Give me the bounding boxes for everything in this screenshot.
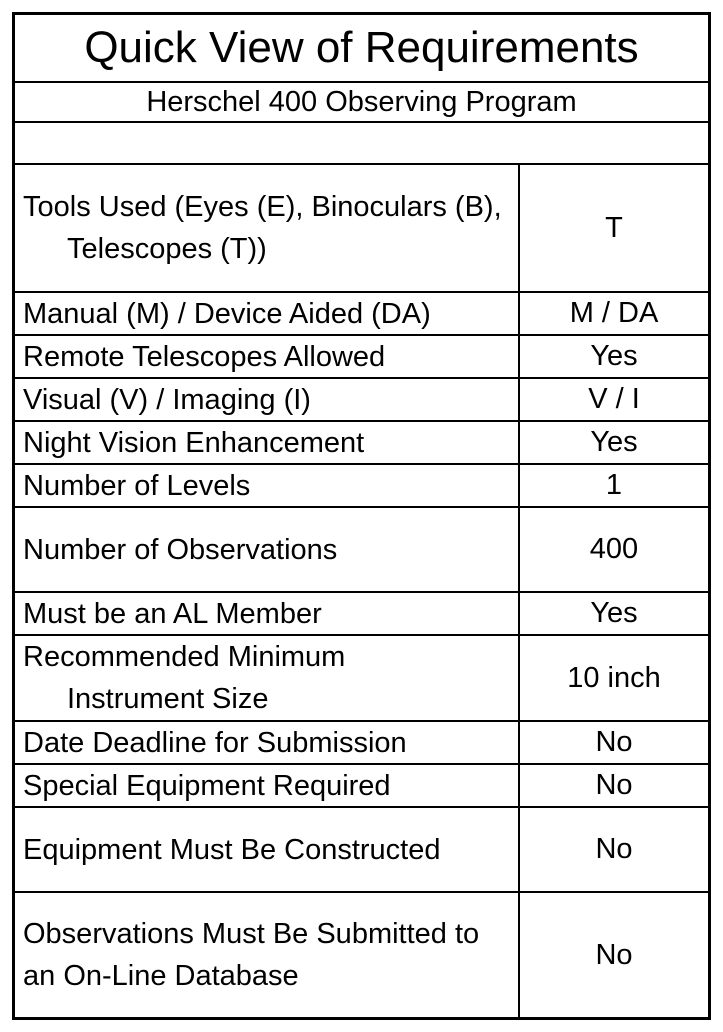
- row-value-cell: [520, 422, 708, 463]
- row-label-cell: [15, 893, 520, 1017]
- row-value: 10 inch: [567, 661, 661, 694]
- row-value: V / I: [588, 383, 640, 415]
- row-value: Yes: [590, 426, 638, 458]
- row-label: Visual (V) / Imaging (I): [23, 383, 311, 416]
- row-label: Must be an AL Member: [23, 597, 322, 630]
- row-label-cell: [15, 808, 520, 891]
- row-value: Yes: [590, 340, 638, 372]
- row-value-cell: [520, 165, 708, 291]
- row-label: Tools Used (Eyes (E), Binoculars (B), Telescopes (T)): [23, 191, 502, 265]
- row-label: Manual (M) / Device Aided (DA): [23, 297, 431, 330]
- table-row-tools-used: [15, 165, 708, 293]
- table-title-row: [15, 15, 708, 83]
- row-value: 400: [589, 533, 639, 565]
- row-value: Yes: [590, 597, 638, 629]
- row-label-cell: [15, 165, 520, 291]
- row-label: Night Vision Enhancement: [23, 426, 365, 459]
- table-row-night-vision: [15, 422, 708, 465]
- row-label-cell: [15, 722, 520, 763]
- table-subtitle-row: [15, 83, 708, 123]
- row-value-cell: [520, 293, 708, 334]
- table-row-al-member: [15, 593, 708, 636]
- table-row-manual-device-aided: [15, 293, 708, 336]
- row-label-cell: [15, 636, 520, 720]
- row-value-cell: [520, 336, 708, 377]
- table-row-visual-imaging: [15, 379, 708, 422]
- table-row-remote-telescopes: [15, 336, 708, 379]
- row-label-cell: [15, 508, 520, 591]
- table-row-number-of-observations: [15, 508, 708, 593]
- row-label-cell: [15, 765, 520, 806]
- row-value-cell: [520, 636, 708, 720]
- row-label: Equipment Must Be Constructed: [23, 833, 441, 866]
- row-label: Observations Must Be Submitted to an On-Line Database: [23, 918, 480, 992]
- row-value-cell: [520, 808, 708, 891]
- row-value-cell: [520, 465, 708, 506]
- row-value: No: [595, 769, 633, 801]
- row-label: Recommended Minimum Instrument Size: [23, 641, 346, 715]
- row-value-cell: [520, 379, 708, 420]
- row-value: T: [605, 211, 623, 244]
- row-label-cell: [15, 336, 520, 377]
- page-subtitle: Herschel 400 Observing Program: [146, 85, 577, 118]
- requirements-table: [12, 12, 711, 1020]
- table-row-number-of-levels: [15, 465, 708, 508]
- row-label-cell: [15, 593, 520, 634]
- row-label-cell: [15, 293, 520, 334]
- row-value: 1: [605, 469, 623, 501]
- row-value-cell: [520, 722, 708, 763]
- row-label-cell: [15, 465, 520, 506]
- table-row-instrument-size: [15, 636, 708, 722]
- row-label: Remote Telescopes Allowed: [23, 340, 386, 373]
- row-label: Number of Observations: [23, 533, 338, 566]
- table-row-equipment-constructed: [15, 808, 708, 893]
- row-value-cell: [520, 765, 708, 806]
- row-value-cell: [520, 593, 708, 634]
- row-label: Number of Levels: [23, 469, 251, 502]
- row-label-cell: [15, 422, 520, 463]
- empty-row: [15, 123, 708, 165]
- row-value: No: [595, 833, 633, 865]
- table-row-special-equipment: [15, 765, 708, 808]
- row-value: No: [595, 938, 633, 971]
- row-label: Special Equipment Required: [23, 769, 391, 802]
- row-value-cell: [520, 893, 708, 1017]
- row-value-cell: [520, 508, 708, 591]
- row-value: No: [595, 726, 633, 758]
- row-value: M / DA: [569, 297, 659, 329]
- table-row-date-deadline: [15, 722, 708, 765]
- row-label: Date Deadline for Submission: [23, 726, 407, 759]
- row-label-cell: [15, 379, 520, 420]
- table-row-online-database: [15, 893, 708, 1017]
- page-title: Quick View of Requirements: [84, 23, 639, 72]
